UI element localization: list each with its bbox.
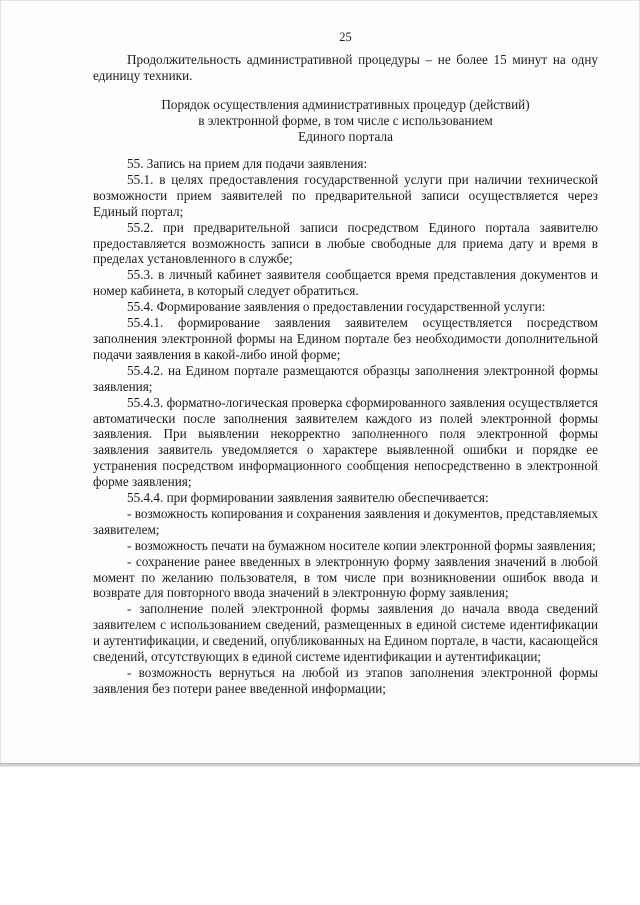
paragraph: - возможность печати на бумажном носителе копии электронной формы заявления;	[127, 537, 596, 553]
page-number: 25	[339, 30, 352, 44]
paragraph: 55.1. в целях предоставления государственной услуги при наличии технической возможности прием заявителей по предварительной записи осуществляется через Единый портал;	[93, 171, 598, 219]
heading-line: Порядок осуществления административных процедур (действий)	[161, 97, 530, 112]
heading-line: в электронной форме, в том числе с использованием	[198, 112, 493, 128]
paragraph: - возможность копирования и сохранения заявления и документов, представляемых заявителем;	[93, 505, 598, 537]
paragraph: - сохранение ранее введенных в электронную форму заявления значений в любой момент по желанию пользователя, в том числе при возникновении ошибок ввода и возврате для повторного ввода значений в электронную форму заявления;	[93, 553, 598, 601]
paragraph: 55.4.1. формирование заявления заявителем осуществляется посредством заполнения электронной формы на Едином портале без необходимости дополнительной подачи заявления в какой-либо иной форме;	[93, 315, 598, 362]
paragraph: 55.4.3. форматно-логическая проверка сформированного заявления осуществляется автоматически после заполнения заявителем каждого из полей электронной формы заявления. При выявлении некорректно заполненного поля электронной формы заявления заявитель уведомляется о характере выявленной ошибки и порядке ее устранения посредством информационного сообщения непосредственно в электронной форме заявления;	[93, 394, 598, 490]
paragraph: 55.2. при предварительной записи посредством Единого портала заявителю предоставляется возможность записи в любые свободные для приема дату и время в пределах установленного в службе;	[93, 219, 598, 267]
intro-paragraph: Продолжительность административной процедуры – не более 15 минут на одну единицу техники.	[93, 52, 598, 83]
page-edge-shadow	[0, 763, 640, 767]
paragraph: - заполнение полей электронной формы заявления до начала ввода сведений заявителем с использованием сведений, размещенных в единой системе идентификации и аутентификации, и сведений, опубликованных на Едином портале, в части, касающейся сведений, отсутствующих в единой системе идентификации и аутентификации;	[93, 601, 598, 665]
paragraph: 55. Запись на прием для подачи заявления:	[127, 156, 368, 171]
body-text	[93, 156, 598, 697]
paragraph: - возможность вернуться на любой из этапов заполнения электронной формы заявления без потери ранее введенной информации;	[93, 665, 598, 696]
paragraph: 55.4.2. на Едином портале размещаются образцы заполнения электронной формы заявления;	[93, 362, 598, 394]
section-heading	[93, 97, 598, 145]
heading-line: Единого портала	[298, 128, 393, 144]
paragraph: 55.4.4. при формировании заявления заявителю обеспечивается:	[127, 490, 489, 506]
paragraph: 55.4. Формирование заявления о предоставлении государственной услуги:	[127, 299, 546, 315]
paragraph: 55.3. в личный кабинет заявителя сообщается время представления документов и номер кабинета, в который следует обратиться.	[93, 267, 598, 299]
